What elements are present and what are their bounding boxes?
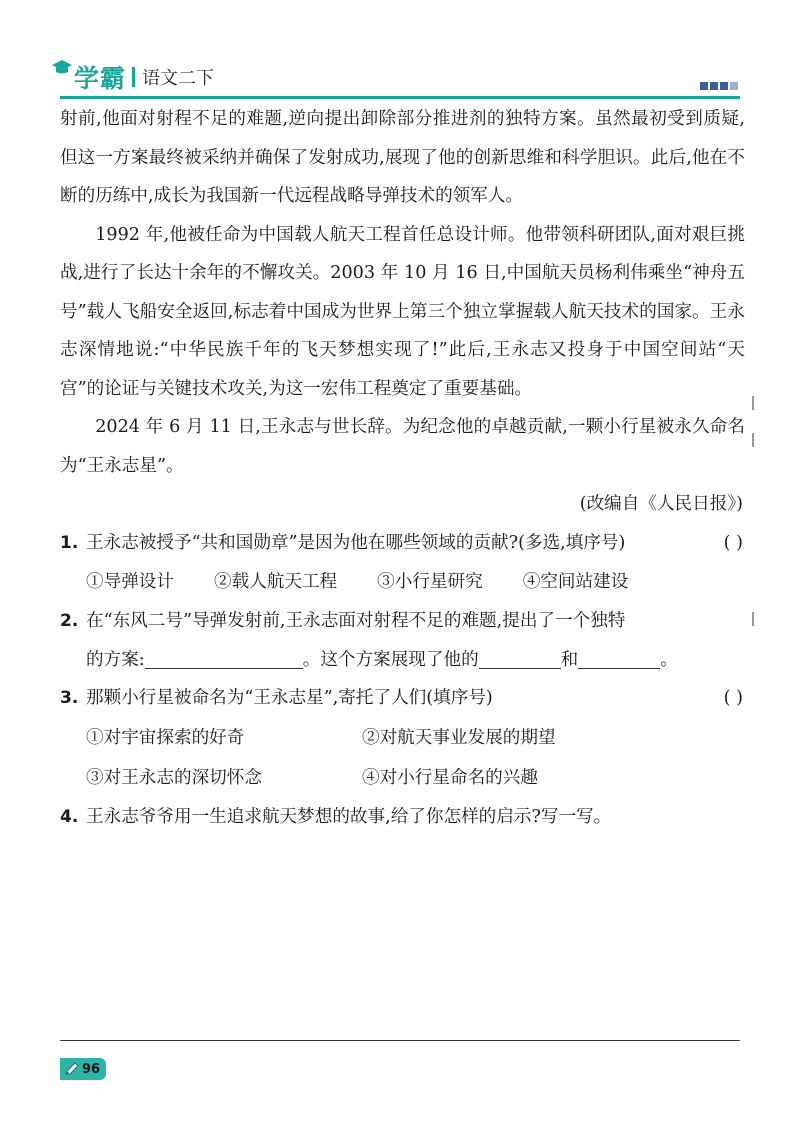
page-number-badge [60, 1058, 106, 1080]
option: ④空间站建设 [522, 572, 629, 592]
question-text: 王永志爷爷用一生追求航天梦想的故事,给了你怎样的启示?写一写。 [86, 806, 612, 827]
question-3-options [60, 718, 745, 798]
margin-tick [752, 433, 754, 447]
answer-blank[interactable] [145, 648, 303, 669]
option: ③对王永志的深切怀念 [86, 767, 262, 788]
header-decoration [700, 82, 738, 90]
option: ③小行星研究 [377, 572, 483, 592]
question-number: 4. [60, 806, 79, 827]
page-header [0, 0, 800, 110]
question-text: 。这个方案展现了他的 [302, 649, 479, 670]
brand [60, 62, 214, 92]
option: ②载人航天工程 [213, 572, 338, 592]
brand-separator [132, 67, 135, 87]
question-2 [60, 602, 745, 679]
question-4 [60, 798, 745, 837]
question-3 [60, 679, 745, 718]
margin-tick [752, 396, 754, 410]
question-number: 1. [60, 532, 79, 553]
option: ①对宇宙探索的好奇 [86, 727, 245, 748]
answer-line[interactable] [60, 1040, 740, 1041]
question-text: 那颗小行星被命名为“王永志星”,寄托了人们(填序号) [86, 688, 493, 708]
page-content [60, 100, 745, 836]
answer-blank[interactable] [479, 648, 561, 669]
question-1-options [60, 562, 745, 602]
passage-paragraph-3: 2024 年 6 月 11 日,王永志与世长辞。为纪念他的卓越贡献,一颗小行星被永久命名为“王永志星”。 [60, 417, 745, 476]
book-title: 语文二下 [142, 68, 215, 89]
question-number: 3. [60, 688, 79, 708]
answer-blank[interactable] [578, 648, 660, 669]
option: ①导弹设计 [86, 572, 174, 592]
answer-parentheses[interactable]: ( ) [723, 688, 743, 708]
question-text: 在“东风二号”导弹发射前,王永志面对射程不足的难题,提出了一个独特 [86, 611, 626, 631]
option: ④对小行星命名的兴趣 [362, 767, 538, 788]
question-number: 2. [60, 611, 79, 631]
question-text: 和 [560, 649, 579, 670]
question-text: 。 [660, 649, 678, 670]
passage-source: (改编自《人民日报》) [579, 494, 743, 514]
answer-parentheses[interactable]: ( ) [723, 532, 743, 553]
question-text: 的方案: [86, 649, 145, 670]
option: ②对航天事业发展的期望 [362, 727, 556, 748]
passage-paragraph-1: 射前,他面对射程不足的难题,逆向提出卸除部分推进剂的独特方案。虽然最初受到质疑,但这一方案最终被采纳并确保了发射成功,展现了他的创新思维和科学胆识。此后,他在不断的历练中,成长为我国新一代远程战略导弹技术的领军人。 [60, 109, 745, 206]
pencil-icon [64, 1062, 80, 1076]
page-number: 96 [82, 1061, 101, 1077]
margin-tick [752, 612, 754, 626]
question-1 [60, 524, 745, 563]
question-text: 王永志被授予“共和国勋章”是因为他在哪些领域的贡献?(多选,填序号) [86, 532, 626, 553]
brand-logo: 学霸 [74, 64, 127, 93]
header-rule [60, 96, 740, 99]
passage-paragraph-2: 1992 年,他被任命为中国载人航天工程首任总设计师。他带领科研团队,面对艰巨挑战,进行了长达十余年的不懈攻关。2003 年 10 月 16 日,中国航天员杨利伟乘坐“神舟五号”载人飞船安全返回,标志着中国成为世界上第三个独立掌握载人航天技术的国家。王永志深情地说:“中华民族千年的飞天梦想实现了!”此后,王永志又投身于中国空间站“天宫”的论证与关键技术攻关,为这一宏伟工程奠定了重要基础。 [60, 224, 745, 399]
